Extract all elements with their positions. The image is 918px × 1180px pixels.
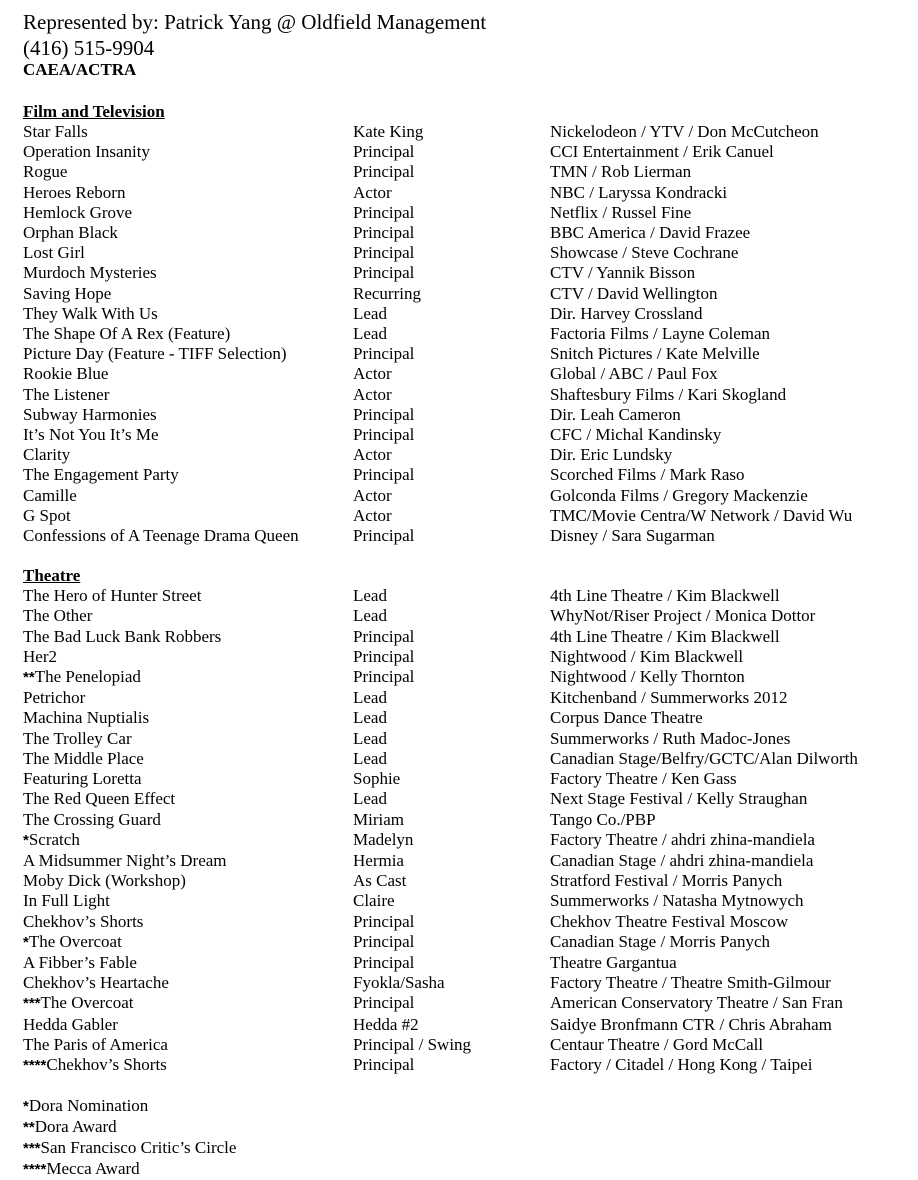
credit-row bbox=[23, 667, 903, 688]
credit-row bbox=[23, 953, 903, 973]
credit-title-cell bbox=[23, 830, 353, 851]
credit-title-cell bbox=[23, 810, 353, 830]
award-marker: *** bbox=[23, 995, 41, 1013]
credit-row bbox=[23, 932, 903, 953]
credit-row bbox=[23, 789, 903, 809]
credit-row bbox=[23, 183, 903, 203]
award-note-text: Mecca Award bbox=[46, 1159, 140, 1179]
credit-row bbox=[23, 647, 903, 667]
credit-title: Moby Dick (Workshop) bbox=[23, 871, 186, 891]
credit-role: Sophie bbox=[353, 769, 401, 789]
credit-role: Lead bbox=[353, 728, 387, 748]
credit-title-cell bbox=[23, 667, 353, 688]
credit-title: Murdoch Mysteries bbox=[23, 263, 157, 283]
credit-row bbox=[23, 284, 903, 304]
credit-role: Hermia bbox=[353, 850, 404, 870]
credit-role: Actor bbox=[353, 182, 392, 202]
credit-row bbox=[23, 486, 903, 506]
film-tv-heading: Film and Television bbox=[23, 102, 165, 121]
credit-company: Summerworks / Natasha Mytnowych bbox=[550, 891, 804, 911]
credit-role: Lead bbox=[353, 748, 387, 768]
award-marker: * bbox=[23, 1098, 29, 1116]
credit-title-cell bbox=[23, 749, 353, 769]
credit-title: The Penelopiad bbox=[34, 667, 141, 687]
credit-company: Corpus Dance Theatre bbox=[550, 708, 703, 728]
credit-role: Principal bbox=[353, 526, 415, 546]
credit-company: Tango Co./PBP bbox=[550, 809, 656, 829]
credit-title-cell bbox=[23, 851, 353, 871]
credit-company: Nightwood / Kim Blackwell bbox=[550, 646, 744, 666]
credit-title-cell bbox=[23, 1035, 353, 1055]
credit-title-cell bbox=[23, 871, 353, 891]
credit-row bbox=[23, 993, 903, 1014]
credit-company: Canadian Stage/Belfry/GCTC/Alan Dilworth bbox=[550, 748, 858, 768]
credit-role: Lead bbox=[353, 303, 387, 323]
credit-title-cell bbox=[23, 932, 353, 953]
credit-title: Machina Nuptialis bbox=[23, 708, 150, 728]
credit-role: Principal bbox=[353, 263, 415, 283]
credit-company: Dir. Eric Lundsky bbox=[550, 445, 673, 465]
credit-title: A Midsummer Night’s Dream bbox=[23, 850, 227, 870]
credit-role: Principal bbox=[353, 404, 415, 424]
award-note bbox=[23, 1159, 903, 1180]
credit-role: Principal bbox=[353, 626, 415, 646]
credit-title-cell bbox=[23, 1055, 353, 1076]
credit-company: Factory Theatre / ahdri zhina-mandiela bbox=[550, 829, 815, 849]
credit-title: Rogue bbox=[23, 162, 68, 182]
credit-company: Summerworks / Ruth Madoc-Jones bbox=[550, 728, 791, 748]
credit-title: A Fibber’s Fable bbox=[23, 952, 137, 972]
credit-company: CCI Entertainment / Erik Canuel bbox=[550, 142, 774, 162]
credit-role: Lead bbox=[353, 789, 387, 809]
credit-title-cell bbox=[23, 973, 353, 993]
credit-title: Heroes Reborn bbox=[23, 182, 126, 202]
credit-row bbox=[23, 749, 903, 769]
credit-role: Actor bbox=[353, 505, 392, 525]
credit-company: Disney / Sara Sugarman bbox=[550, 526, 715, 546]
credit-row bbox=[23, 1055, 903, 1076]
award-marker: ** bbox=[23, 1119, 35, 1137]
credit-row bbox=[23, 708, 903, 728]
credit-role: Recurring bbox=[353, 283, 421, 303]
credit-title: The Hero of Hunter Street bbox=[23, 586, 202, 606]
credit-role: Principal bbox=[353, 162, 415, 182]
credit-row bbox=[23, 445, 903, 465]
credit-title: The Red Queen Effect bbox=[23, 789, 176, 809]
credit-role: Principal bbox=[353, 952, 415, 972]
award-note-text: San Francisco Critic’s Circle bbox=[40, 1138, 237, 1158]
credit-role: Hedda #2 bbox=[353, 1014, 419, 1034]
credit-company: Nightwood / Kelly Thornton bbox=[550, 667, 745, 687]
resume-page bbox=[23, 8, 903, 1180]
credit-company: TMC/Movie Centra/W Network / David Wu bbox=[550, 505, 853, 525]
credit-role: Kate King bbox=[353, 122, 424, 141]
award-note bbox=[23, 1096, 903, 1117]
credit-row bbox=[23, 223, 903, 243]
credit-row bbox=[23, 1015, 903, 1035]
award-marker: *** bbox=[23, 1140, 41, 1158]
credit-row bbox=[23, 304, 903, 324]
credit-company: Shaftesbury Films / Kari Skogland bbox=[550, 384, 787, 404]
credit-row bbox=[23, 851, 903, 871]
credit-title-cell bbox=[23, 953, 353, 973]
credit-row bbox=[23, 364, 903, 384]
credit-row bbox=[23, 243, 903, 263]
award-note-text: Dora Award bbox=[34, 1117, 117, 1137]
credit-company: Theatre Gargantua bbox=[550, 952, 677, 972]
credit-row bbox=[23, 344, 903, 364]
credit-row bbox=[23, 405, 903, 425]
credit-company: Netflix / Russel Fine bbox=[550, 202, 692, 222]
credit-company: Scorched Films / Mark Raso bbox=[550, 465, 745, 485]
credit-role: Principal bbox=[353, 1054, 415, 1074]
credit-title-cell bbox=[23, 1015, 353, 1035]
credit-role: Actor bbox=[353, 445, 392, 465]
film-tv-list bbox=[23, 122, 903, 546]
credit-title: Hedda Gabler bbox=[23, 1014, 118, 1034]
credit-row bbox=[23, 526, 903, 546]
credit-role: Principal bbox=[353, 465, 415, 485]
credit-row bbox=[23, 606, 903, 626]
credit-company: Factory Theatre / Ken Gass bbox=[550, 769, 737, 789]
credit-role: Principal bbox=[353, 344, 415, 364]
credit-company: Kitchenband / Summerworks 2012 bbox=[550, 688, 788, 708]
credit-title: Confessions of A Teenage Drama Queen bbox=[23, 526, 299, 546]
credit-company: Centaur Theatre / Gord McCall bbox=[550, 1034, 764, 1054]
credit-row bbox=[23, 891, 903, 911]
credit-role: Principal bbox=[353, 667, 415, 687]
credit-company: Factoria Films / Layne Coleman bbox=[550, 324, 771, 344]
theatre-list bbox=[23, 586, 903, 1076]
credit-row bbox=[23, 1035, 903, 1055]
credit-company: Factory / Citadel / Hong Kong / Taipei bbox=[550, 1054, 813, 1074]
credit-company: Chekhov Theatre Festival Moscow bbox=[550, 911, 789, 931]
credit-row bbox=[23, 122, 903, 142]
representation-line: Represented by: Patrick Yang @ Oldfield Management bbox=[23, 10, 487, 34]
award-marker: * bbox=[23, 933, 29, 951]
credit-title: Operation Insanity bbox=[23, 142, 150, 162]
credit-title: Star Falls bbox=[23, 122, 88, 141]
credit-company: Stratford Festival / Morris Panych bbox=[550, 871, 783, 891]
credit-role: Miriam bbox=[353, 809, 404, 829]
credit-row bbox=[23, 263, 903, 283]
credit-title: Chekhov’s Shorts bbox=[46, 1054, 167, 1074]
credit-role: Lead bbox=[353, 606, 387, 626]
credit-title-cell bbox=[23, 586, 353, 606]
credit-title: G Spot bbox=[23, 505, 71, 525]
credit-role: Actor bbox=[353, 384, 392, 404]
credit-title-cell bbox=[23, 729, 353, 749]
credit-title: Clarity bbox=[23, 445, 71, 465]
credit-title: The Middle Place bbox=[23, 748, 144, 768]
credit-title: They Walk With Us bbox=[23, 303, 158, 323]
credit-title: Subway Harmonies bbox=[23, 404, 157, 424]
award-marker: **** bbox=[23, 1161, 47, 1179]
credit-company: WhyNot/Riser Project / Monica Dottor bbox=[550, 606, 816, 626]
credit-role: Principal bbox=[353, 931, 415, 951]
credit-row bbox=[23, 324, 903, 344]
credit-title-cell bbox=[23, 993, 353, 1014]
credit-title: Petrichor bbox=[23, 688, 86, 708]
credit-title: Chekhov’s Shorts bbox=[23, 911, 144, 931]
credit-role: Principal bbox=[353, 646, 415, 666]
credit-row bbox=[23, 912, 903, 932]
credit-role: Madelyn bbox=[353, 829, 414, 849]
credit-title: Rookie Blue bbox=[23, 364, 109, 384]
credit-title: Scratch bbox=[28, 829, 80, 849]
credit-title: It’s Not You It’s Me bbox=[23, 425, 159, 445]
credit-title: Picture Day (Feature - TIFF Selection) bbox=[23, 344, 287, 364]
credit-role: Principal bbox=[353, 243, 415, 263]
credit-title-cell bbox=[23, 606, 353, 626]
credit-title: Lost Girl bbox=[23, 243, 85, 263]
credit-role: As Cast bbox=[353, 871, 407, 891]
credit-role: Fyokla/Sasha bbox=[353, 973, 445, 993]
credit-company: CFC / Michal Kandinsky bbox=[550, 425, 722, 445]
credit-row bbox=[23, 506, 903, 526]
credit-title: The Crossing Guard bbox=[23, 809, 161, 829]
credit-role: Lead bbox=[353, 708, 387, 728]
credit-row bbox=[23, 729, 903, 749]
credit-row bbox=[23, 465, 903, 485]
credit-title-cell bbox=[23, 912, 353, 932]
credit-row bbox=[23, 688, 903, 708]
credit-title-cell bbox=[23, 647, 353, 667]
credit-role: Actor bbox=[353, 485, 392, 505]
credit-company: Showcase / Steve Cochrane bbox=[550, 243, 739, 263]
credit-row bbox=[23, 385, 903, 405]
credit-title: Orphan Black bbox=[23, 223, 118, 243]
credit-role: Principal bbox=[353, 425, 415, 445]
credit-role: Claire bbox=[353, 891, 395, 911]
credit-title-cell bbox=[23, 789, 353, 809]
credit-title: The Trolley Car bbox=[23, 728, 132, 748]
credit-title: The Listener bbox=[23, 384, 110, 404]
phone-number: (416) 515-9904 bbox=[23, 36, 155, 60]
award-note-text: Dora Nomination bbox=[28, 1096, 149, 1116]
credit-title: Saving Hope bbox=[23, 283, 112, 303]
credit-role: Principal bbox=[353, 142, 415, 162]
union-affiliations: CAEA/ACTRA bbox=[23, 60, 137, 79]
credit-title-cell bbox=[23, 769, 353, 789]
theatre-heading: Theatre bbox=[23, 566, 81, 586]
credit-role: Lead bbox=[353, 586, 387, 606]
credit-title: In Full Light bbox=[23, 891, 110, 911]
credit-company: Dir. Harvey Crossland bbox=[550, 303, 703, 323]
credit-company: CTV / Yannik Bisson bbox=[550, 263, 696, 283]
credit-company: Nickelodeon / YTV / Don McCutcheon bbox=[550, 122, 819, 141]
credit-title-cell bbox=[23, 627, 353, 647]
credit-company: 4th Line Theatre / Kim Blackwell bbox=[550, 586, 780, 606]
credit-title: The Other bbox=[23, 606, 93, 626]
credit-company: 4th Line Theatre / Kim Blackwell bbox=[550, 626, 780, 646]
award-marker: * bbox=[23, 831, 29, 849]
credit-company: Saidye Bronfmann CTR / Chris Abraham bbox=[550, 1014, 832, 1034]
credit-row bbox=[23, 830, 903, 851]
credit-row bbox=[23, 810, 903, 830]
credit-row bbox=[23, 871, 903, 891]
credit-row bbox=[23, 586, 903, 606]
award-note bbox=[23, 1117, 903, 1138]
award-marker: **** bbox=[23, 1056, 47, 1074]
credit-title: Hemlock Grove bbox=[23, 202, 133, 222]
credit-title-cell bbox=[23, 688, 353, 708]
credit-company: Snitch Pictures / Kate Melville bbox=[550, 344, 760, 364]
credit-company: American Conservatory Theatre / San Fran bbox=[550, 993, 843, 1013]
credit-role: Principal bbox=[353, 223, 415, 243]
credit-company: Dir. Leah Cameron bbox=[550, 404, 681, 424]
credit-company: Golconda Films / Gregory Mackenzie bbox=[550, 485, 808, 505]
credit-company: BBC America / David Frazee bbox=[550, 223, 751, 243]
credit-role: Lead bbox=[353, 324, 387, 344]
credit-title: The Engagement Party bbox=[23, 465, 179, 485]
credit-role: Principal / Swing bbox=[353, 1034, 472, 1054]
credit-row bbox=[23, 627, 903, 647]
credit-row bbox=[23, 142, 903, 162]
credit-role: Principal bbox=[353, 911, 415, 931]
credit-role: Lead bbox=[353, 688, 387, 708]
credit-company: Canadian Stage / ahdri zhina-mandiela bbox=[550, 850, 814, 870]
award-note bbox=[23, 1138, 903, 1159]
credit-title: Featuring Loretta bbox=[23, 769, 142, 789]
credit-row bbox=[23, 973, 903, 993]
credit-role: Principal bbox=[353, 993, 415, 1013]
credit-title: The Shape Of A Rex (Feature) bbox=[23, 324, 231, 344]
credit-company: Factory Theatre / Theatre Smith-Gilmour bbox=[550, 973, 831, 993]
credit-title: The Paris of America bbox=[23, 1034, 168, 1054]
credit-title: The Overcoat bbox=[28, 931, 122, 951]
credit-row bbox=[23, 769, 903, 789]
credit-title-cell bbox=[23, 708, 353, 728]
credit-company: Global / ABC / Paul Fox bbox=[550, 364, 718, 384]
award-notes bbox=[23, 1096, 903, 1180]
credit-role: Actor bbox=[353, 364, 392, 384]
credit-title: Camille bbox=[23, 485, 77, 505]
credit-title: The Bad Luck Bank Robbers bbox=[23, 626, 222, 646]
credit-row bbox=[23, 162, 903, 182]
credit-role: Principal bbox=[353, 202, 415, 222]
credit-row bbox=[23, 203, 903, 223]
credit-title: The Overcoat bbox=[40, 993, 134, 1013]
award-marker: ** bbox=[23, 669, 35, 687]
credit-company: TMN / Rob Lierman bbox=[550, 162, 692, 182]
credit-company: Next Stage Festival / Kelly Straughan bbox=[550, 789, 808, 809]
credit-company: NBC / Laryssa Kondracki bbox=[550, 182, 728, 202]
credit-title: Her2 bbox=[23, 646, 57, 666]
credit-title: Chekhov’s Heartache bbox=[23, 973, 169, 993]
credit-row bbox=[23, 425, 903, 445]
credit-title-cell bbox=[23, 891, 353, 911]
credit-company: CTV / David Wellington bbox=[550, 283, 718, 303]
credit-company: Canadian Stage / Morris Panych bbox=[550, 931, 771, 951]
